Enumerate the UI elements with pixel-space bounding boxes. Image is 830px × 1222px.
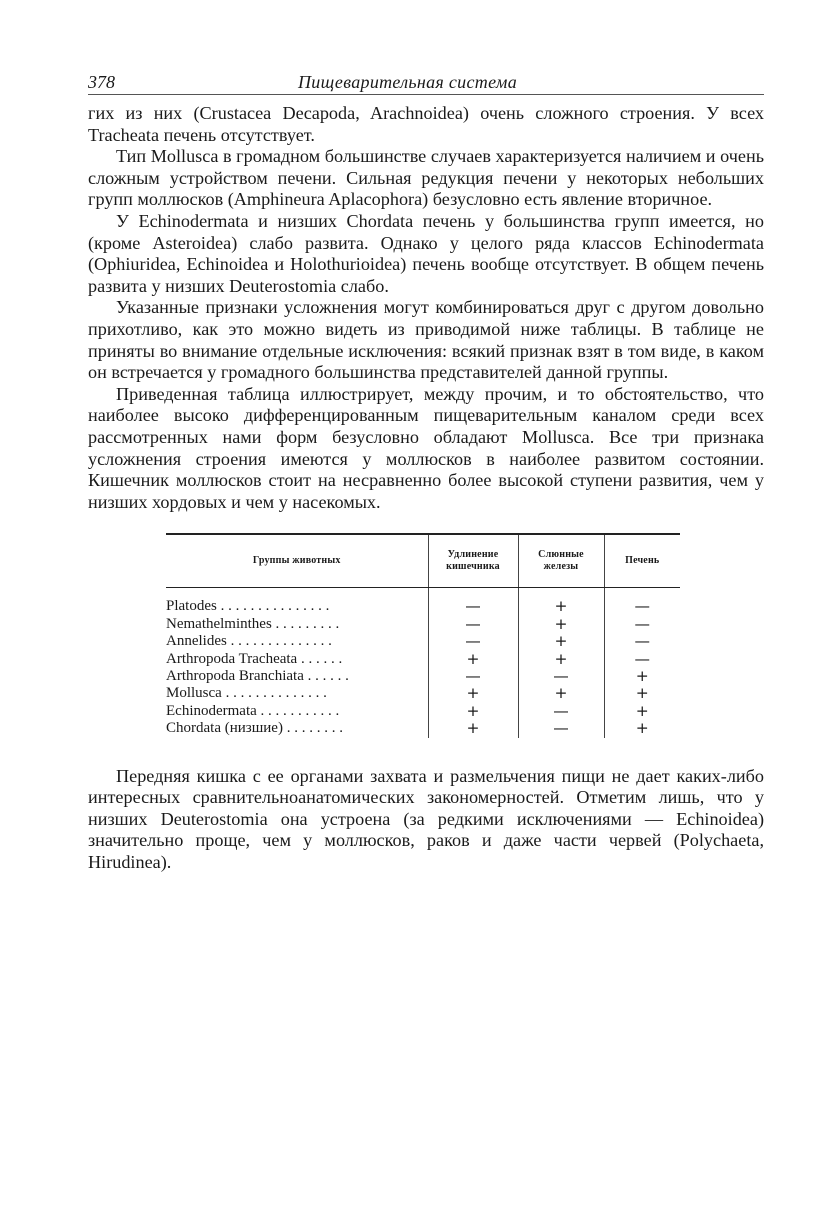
book-page — [88, 70, 764, 874]
cell-intestine: — — [428, 668, 518, 685]
cell-intestine: + — [428, 651, 518, 668]
row-group-name: Arthropoda Tracheata . . . . . . — [166, 650, 343, 667]
cell-salivary: — — [518, 703, 604, 720]
cell-liver: — — [604, 651, 680, 668]
running-head — [88, 70, 764, 95]
header-liver: Печень — [604, 534, 680, 588]
cell-salivary: + — [518, 588, 604, 616]
cell-intestine: — — [428, 616, 518, 633]
row-group-name: Mollusca . . . . . . . . . . . . . . — [166, 685, 327, 702]
cell-liver: — — [604, 588, 680, 616]
paragraph: Указанные признаки усложнения могут комбинироваться друг с другом довольно прихотливо, как это можно видеть из приводимой ниже таблицы. В таблице не приняты во внимание отдельные исключения: всякий признак взят в том виде, в каком он встречается у громадного большинства представителей данной группы. — [88, 297, 764, 383]
cell-liver: — — [604, 633, 680, 650]
cell-salivary: — — [518, 668, 604, 685]
cell-liver: + — [604, 685, 680, 702]
paragraph: Приведенная таблица иллюстрирует, между прочим, и то обстоятельство, что наиболее высоко дифференцированным пищеварительным каналом среди всех рассмотренных нами форм безусловно обладают Mollusca. Все три признака усложнения строения имеются у моллюсков в наиболее развитом состоянии. Кишечник моллюсков стоит на несравненно более высокой ступени развития, чем у низших хордовых и чем у насекомых. — [88, 383, 764, 512]
cell-liver: + — [604, 668, 680, 685]
cell-intestine: + — [428, 685, 518, 702]
table-row — [166, 633, 680, 650]
cell-intestine: + — [428, 720, 518, 737]
paragraph: Тип Mollusca в громадном большинстве случаев характеризуется наличием и очень сложным устройством печени. Сильная редукция печени у некоторых небольших групп моллюсков (Amphineura Aplacophora) безусловно есть явление вторичное. — [88, 146, 764, 210]
row-group-name: Nemathelminthes . . . . . . . . . — [166, 615, 340, 632]
cell-salivary: — — [518, 720, 604, 737]
table-row — [166, 616, 680, 633]
row-group-name: Arthropoda Branchiata . . . . . . — [166, 667, 349, 684]
after-table-section — [88, 766, 764, 874]
cell-liver: + — [604, 720, 680, 737]
comparison-table — [166, 533, 680, 737]
row-group-name: Echinodermata . . . . . . . . . . . — [166, 702, 340, 719]
cell-salivary: + — [518, 616, 604, 633]
cell-liver: — — [604, 616, 680, 633]
row-group-name: Chordata (низшие) . . . . . . . . — [166, 720, 343, 737]
comparison-table-wrapper — [166, 533, 680, 737]
table-row — [166, 668, 680, 685]
table-header-row — [166, 534, 680, 588]
cell-salivary: + — [518, 633, 604, 650]
cell-intestine: + — [428, 703, 518, 720]
table-row — [166, 588, 680, 616]
paragraph: гих из них (Crustacea Decapoda, Arachnoidea) очень сложного строения. У всех Tracheata печень отсутствует. — [88, 103, 764, 145]
cell-intestine: — — [428, 633, 518, 650]
table-row — [166, 685, 680, 702]
row-group-name: Platodes . . . . . . . . . . . . . . . — [166, 598, 330, 615]
cell-intestine: — — [428, 588, 518, 616]
row-group-name: Annelides . . . . . . . . . . . . . . — [166, 633, 332, 650]
cell-salivary: + — [518, 651, 604, 668]
table-row — [166, 651, 680, 668]
cell-liver: + — [604, 703, 680, 720]
cell-salivary: + — [518, 685, 604, 702]
paragraph: У Echinodermata и низших Chordata печень у большинства групп имеется, но (кроме Asteroidea) слабо развита. Однако у целого ряда классов Echinodermata (Ophiuridea, Echinoidea и Holothurioidea) печень вообще отсутствует. В общем печень развита у низших Deuterostomia слабо. — [88, 210, 764, 296]
table-row — [166, 720, 680, 737]
header-group: Группы животных — [166, 534, 428, 588]
header-intestine: Удлинение кишечника — [428, 534, 518, 588]
table-row — [166, 703, 680, 720]
running-head-title: Пищеварительная система — [298, 72, 517, 92]
paragraph: Передняя кишка с ее органами захвата и размельчения пищи не дает каких-либо интересных сравнительноанатомических закономерностей. Отметим лишь, что у низших Deuterostomia она устроена (за редкими исключениями — Echinoidea) значительно проще, чем у моллюсков, раков и даже части червей (Polychaeta, Hirudinea). — [88, 765, 764, 872]
header-salivary: Слюнные железы — [518, 534, 604, 588]
page-number: 378 — [88, 72, 115, 92]
